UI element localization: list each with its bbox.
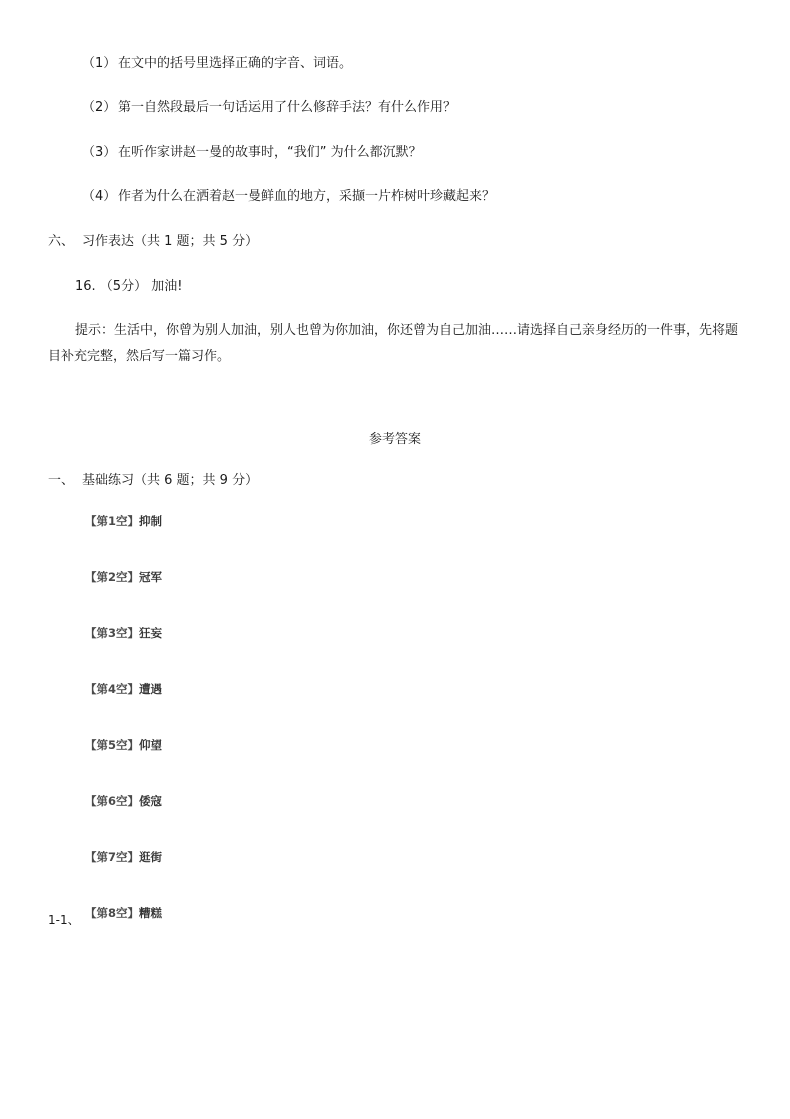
answer-blank-7 xyxy=(85,849,162,865)
answer-blank-1 xyxy=(85,513,162,529)
answer-value: 倭寇 xyxy=(139,794,163,808)
answer-value: 狂妄 xyxy=(139,626,163,640)
answer-blank-2 xyxy=(85,569,162,585)
question-text: 第一自然段最后一句话运用了什么修辞手法？有什么作用？ xyxy=(118,100,457,115)
answer-blank-8 xyxy=(85,905,162,921)
hint-paragraph: 提示：生活中，你曾为别人加油，别人也曾为你加油，你还曾为自己加油……请选择自己亲身经历的一件事，先将题目补充完整，然后写一篇习作。 xyxy=(48,323,739,364)
answer-value: 逛街 xyxy=(139,850,163,864)
answer-blank-6 xyxy=(85,793,162,809)
question-1 xyxy=(82,55,352,73)
answer-value: 冠军 xyxy=(139,570,163,584)
question-4 xyxy=(82,188,495,206)
answer-value: 遭遇 xyxy=(139,682,163,696)
answer-value: 抑制 xyxy=(139,514,163,528)
section-title: 习作表达（共 1 题；共 5 分） xyxy=(82,234,259,249)
question-number: （1） xyxy=(82,56,117,71)
answer-tag: 【第3空】 xyxy=(85,626,140,640)
question-number: （2） xyxy=(82,100,117,115)
question-3 xyxy=(82,144,422,162)
question-text: 在听作家讲赵一曼的故事时，“我们” 为什么都沉默？ xyxy=(118,145,422,160)
question-2 xyxy=(82,99,456,117)
answer-label: 1-1、 xyxy=(48,913,80,927)
section-title: 基础练习（共 6 题；共 9 分） xyxy=(82,473,259,488)
answer-blank-5 xyxy=(85,737,162,753)
section-number: 一、 xyxy=(48,473,75,488)
answer-tag: 【第7空】 xyxy=(85,850,140,864)
section-number: 六、 xyxy=(48,234,75,249)
answer-value: 糟糕 xyxy=(139,906,163,920)
question-16: 16. （5分） 加油! xyxy=(75,279,183,294)
answer-tag: 【第8空】 xyxy=(85,906,140,920)
question-number: （4） xyxy=(82,189,117,204)
reference-answer-title: 参考答案 xyxy=(368,432,421,447)
question-text: 在文中的括号里选择正确的字音、词语。 xyxy=(118,56,353,71)
question-text: 作者为什么在洒着赵一曼鲜血的地方，采撷一片柞树叶珍藏起来？ xyxy=(118,189,496,204)
question-number: （3） xyxy=(82,145,117,160)
answer-tag: 【第5空】 xyxy=(85,738,140,752)
answer-tag: 【第2空】 xyxy=(85,570,140,584)
section-heading-1 xyxy=(48,472,258,490)
answer-tag: 【第6空】 xyxy=(85,794,140,808)
answer-blank-4 xyxy=(85,681,162,697)
answer-tag: 【第4空】 xyxy=(85,682,140,696)
answer-blank-3 xyxy=(85,625,162,641)
answer-tag: 【第1空】 xyxy=(85,514,140,528)
section-heading-6 xyxy=(48,233,258,251)
answer-value: 仰望 xyxy=(139,738,163,752)
